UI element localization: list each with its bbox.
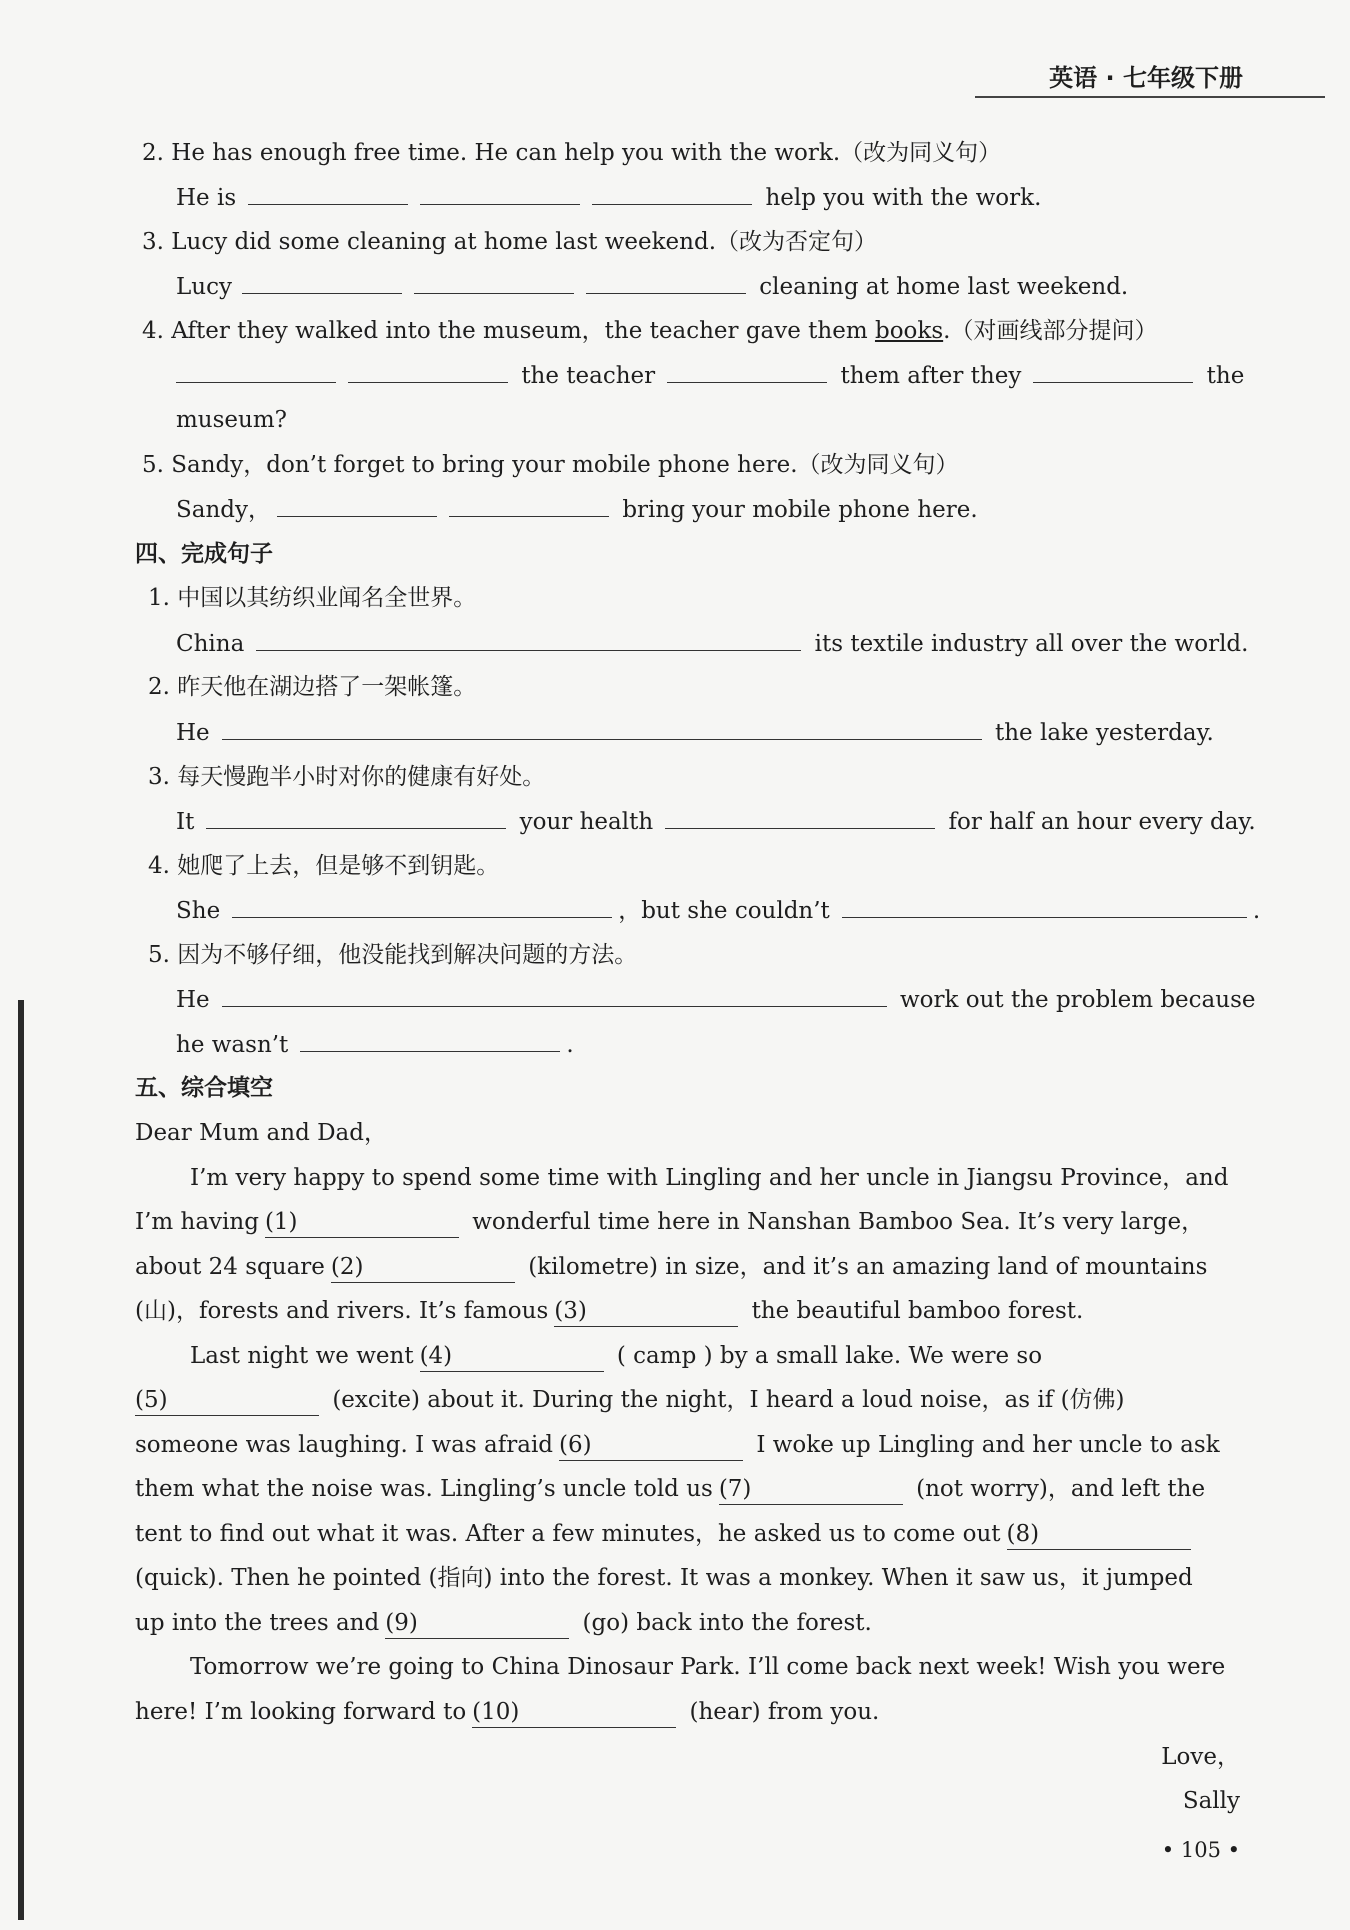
p4-q3: 3. 每天慢跑半小时对你的健康有好处。 [148,764,546,790]
p4-q4: 4. 她爬了上去，但是够不到钥匙。 [148,853,500,879]
letter-line: (5) (excite) about it. During the night，I heard a loud noise，as if (仿佛) [135,1385,1125,1416]
scan-edge [18,1000,24,1920]
letter-greeting: Dear Mum and Dad， [135,1120,387,1146]
p3-q3: 3. Lucy did some cleaning at home last weekend.（改为否定句） [142,229,877,255]
section-title-5: 五、综合填空 [135,1075,273,1101]
letter-line: someone was laughing. I was afraid (6) I woke up Lingling and her uncle to ask [135,1430,1220,1461]
letter-line: Tomorrow we’re going to China Dinosaur Park. I’ll come back next week! Wish you were [190,1654,1226,1680]
p4-q4-answer: She ，but she couldn’t . [176,895,1260,926]
letter-line: tent to find out what it was. After a few minutes，he asked us to come out (8) [135,1519,1197,1550]
p4-q1-answer: China its textile industry all over the world. [176,628,1248,659]
p3-q5: 5. Sandy，don’t forget to bring your mobile phone here.（改为同义句） [142,452,959,478]
p3-q4: 4. After they walked into the museum，the teacher gave them books.（对画线部分提问） [142,318,1158,344]
p3-q4-answer-cont: museum? [176,407,287,433]
page-number: • 105 • [1161,1838,1240,1862]
p4-q5: 5. 因为不够仔细，他没能找到解决问题的方法。 [148,942,638,968]
letter-line: I’m having (1) wonderful time here in Nanshan Bamboo Sea. It’s very large， [135,1207,1204,1238]
p4-q3-answer: It your health for half an hour every day. [176,806,1256,837]
p3-q2-answer: He is help you with the work. [176,182,1041,213]
p4-q5-answer-cont: he wasn’t . [176,1029,574,1060]
letter-closing: Love， [1161,1744,1240,1770]
p3-q3-answer: Lucy cleaning at home last weekend. [176,271,1128,302]
header-rule [975,96,1325,98]
letter-line: them what the noise was. Lingling’s uncle told us (7) (not worry)，and left the [135,1474,1205,1505]
p4-q1: 1. 中国以其纺织业闻名全世界。 [148,585,477,611]
section-title-4: 四、完成句子 [135,541,273,567]
letter-line: (quick). Then he pointed (指向) into the forest. It was a monkey. When it saw us，it jumped [135,1565,1193,1591]
p3-q2: 2. He has enough free time. He can help you with the work.（改为同义句） [142,140,1002,166]
p4-q2: 2. 昨天他在湖边搭了一架帐篷。 [148,674,477,700]
letter-line: about 24 square (2) (kilometre) in size，and it’s an amazing land of mountains [135,1252,1207,1283]
page-header: 英语 · 七年级下册 [1049,64,1243,92]
p4-q5-answer: He work out the problem because [176,984,1256,1015]
letter-line: Last night we went (4) ( camp ) by a small lake. We were so [190,1341,1042,1372]
letter-line: up into the trees and (9) (go) back into the forest. [135,1608,872,1639]
p4-q2-answer: He the lake yesterday. [176,717,1214,748]
letter-line: I’m very happy to spend some time with Lingling and her uncle in Jiangsu Province，and [190,1165,1229,1191]
letter-signature: Sally [1182,1788,1240,1814]
p3-q5-answer: Sandy， bring your mobile phone here. [176,494,978,525]
p3-q4-answer: the teacher them after they the [176,360,1244,391]
letter-line: here! I’m looking forward to (10) (hear) from you. [135,1697,879,1728]
letter-line: (山)，forests and rivers. It’s famous (3) the beautiful bamboo forest. [135,1296,1083,1327]
